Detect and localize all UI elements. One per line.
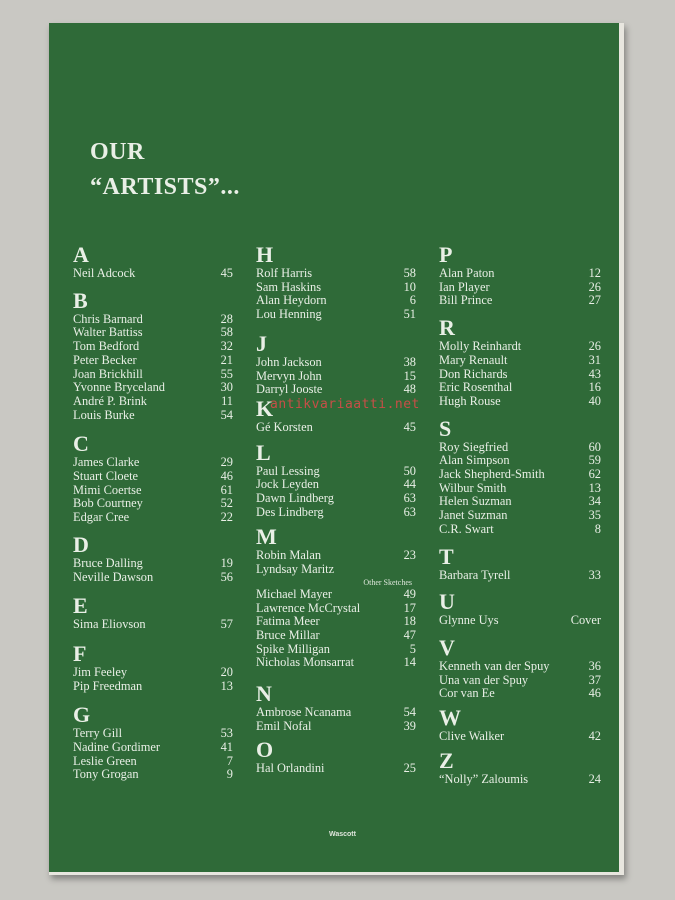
index-entry xyxy=(439,523,601,537)
artist-name: Leslie Green xyxy=(73,753,137,768)
artist-name: Edgar Cree xyxy=(73,510,130,525)
index-entry xyxy=(439,368,601,382)
section-letter: B xyxy=(73,287,88,313)
page-number: 56 xyxy=(220,569,233,584)
page-number: 10 xyxy=(403,279,416,294)
index-entry xyxy=(439,482,601,496)
artist-name: Nicholas Monsarrat xyxy=(256,655,355,670)
artist-name: Janet Suzman xyxy=(439,508,508,523)
letter-section-p xyxy=(439,243,601,308)
artist-name: Bob Courtney xyxy=(73,496,143,511)
page-number: 40 xyxy=(588,393,601,408)
artist-name: “Nolly” Zaloumis xyxy=(439,771,529,786)
page-number: 25 xyxy=(403,761,416,776)
section-letter: R xyxy=(439,315,455,341)
artist-name: Spike Milligan xyxy=(256,641,330,656)
index-entry xyxy=(73,354,233,368)
page-number: 57 xyxy=(220,617,233,632)
index-entry xyxy=(256,421,416,435)
page-number: 22 xyxy=(220,510,233,525)
index-entry xyxy=(439,441,601,455)
letter-section-f xyxy=(73,642,233,693)
artist-name: Bruce Dalling xyxy=(73,555,143,570)
section-letter: J xyxy=(256,330,267,356)
index-entry xyxy=(256,492,416,506)
index-entry xyxy=(256,549,416,563)
section-letter: A xyxy=(73,242,89,267)
artist-name: Alan Heydorn xyxy=(256,293,327,308)
index-entry xyxy=(439,614,601,628)
artist-name: Barbara Tyrell xyxy=(439,567,511,582)
index-entry xyxy=(256,267,416,281)
book-cover xyxy=(49,23,624,875)
page-number: 7 xyxy=(226,753,233,768)
letter-section-r xyxy=(439,316,601,409)
index-entry xyxy=(73,313,233,327)
index-entry xyxy=(73,368,233,382)
artist-name: Jack Shepherd-Smith xyxy=(439,467,545,482)
page-number: 54 xyxy=(220,407,233,422)
section-letter: S xyxy=(439,415,452,441)
index-entry xyxy=(73,470,233,484)
page-number: 16 xyxy=(588,380,601,395)
artist-name: Louis Burke xyxy=(73,407,135,422)
artist-name: Sam Haskins xyxy=(256,279,322,294)
letter-section-n xyxy=(256,682,416,733)
artist-name: Jock Leyden xyxy=(256,477,319,492)
artist-name: James Clarke xyxy=(73,455,140,470)
page-number: 45 xyxy=(220,266,233,280)
index-entry xyxy=(256,643,416,657)
letter-section-z xyxy=(439,749,601,787)
artist-name: Sima Eliovson xyxy=(73,617,146,632)
section-letter: N xyxy=(256,681,272,707)
index-entry xyxy=(73,456,233,470)
index-entry xyxy=(256,281,416,295)
index-entry xyxy=(73,727,233,741)
artist-name: Pip Freedman xyxy=(73,678,143,693)
artist-name: Wilbur Smith xyxy=(439,480,507,495)
page-number: 17 xyxy=(403,600,416,615)
page-number: 58 xyxy=(403,266,416,280)
artist-name: Stuart Cloete xyxy=(73,469,139,484)
artist-name: Don Richards xyxy=(439,366,508,381)
page-number: 42 xyxy=(588,729,601,744)
section-letter: L xyxy=(256,439,271,465)
artist-name: Jim Feeley xyxy=(73,664,128,679)
index-entry xyxy=(73,381,233,395)
index-entry xyxy=(73,571,233,585)
index-entry xyxy=(256,478,416,492)
index-entry xyxy=(256,762,416,776)
page-number: 62 xyxy=(588,467,601,482)
index-entry xyxy=(73,497,233,511)
index-entry xyxy=(439,468,601,482)
page-number: 18 xyxy=(403,614,416,629)
page-number: 37 xyxy=(588,672,601,687)
artist-name: Joan Brickhill xyxy=(73,366,143,381)
index-entry xyxy=(256,563,416,577)
index-entry xyxy=(439,730,601,744)
artist-name: Bruce Millar xyxy=(256,627,320,642)
page-number: 43 xyxy=(588,366,601,381)
letter-section-g xyxy=(73,703,233,782)
page-number: 36 xyxy=(588,658,601,673)
page-number: 63 xyxy=(403,491,416,506)
title-line-1: OUR xyxy=(90,139,145,165)
index-entry xyxy=(439,381,601,395)
section-letter: T xyxy=(439,543,454,569)
artist-name: Tony Grogan xyxy=(73,767,139,782)
artist-name: Paul Lessing xyxy=(256,463,320,478)
artist-name: André P. Brink xyxy=(73,393,147,408)
artist-name: Eric Rosenthal xyxy=(439,380,513,395)
section-letter: K xyxy=(256,395,274,421)
letter-section-h xyxy=(256,243,416,322)
index-entry xyxy=(439,395,601,409)
page-number: 63 xyxy=(403,504,416,519)
index-entry xyxy=(439,569,601,583)
page-number: 28 xyxy=(220,311,233,326)
artist-name: Helen Suzman xyxy=(439,494,512,509)
artist-name: Fatima Meer xyxy=(256,614,320,629)
section-note: Other Sketches xyxy=(363,577,412,587)
artist-name: Hugh Rouse xyxy=(439,393,501,408)
artist-name: C.R. Swart xyxy=(439,521,494,536)
section-letter: V xyxy=(439,634,455,660)
index-entry xyxy=(73,618,233,632)
artist-name: Gé Korsten xyxy=(256,419,313,434)
index-entry xyxy=(439,674,601,688)
page-number: 41 xyxy=(220,740,233,755)
page-number: 39 xyxy=(403,718,416,733)
artist-name: Rolf Harris xyxy=(256,266,313,280)
letter-section-e xyxy=(73,594,233,632)
page-number: 26 xyxy=(588,339,601,354)
page-number: 55 xyxy=(220,366,233,381)
artist-name: Tom Bedford xyxy=(73,339,140,354)
index-entry xyxy=(73,326,233,340)
index-entry xyxy=(439,281,601,295)
index-entry xyxy=(439,660,601,674)
section-letter: E xyxy=(73,593,88,619)
index-entry xyxy=(256,706,416,720)
artist-name: Molly Reinhardt xyxy=(439,339,522,354)
page-number: 32 xyxy=(220,339,233,354)
letter-section-a xyxy=(73,243,233,281)
page-number: 53 xyxy=(220,726,233,741)
page-number: 61 xyxy=(220,482,233,497)
artist-name: Bill Prince xyxy=(439,293,493,308)
artist-name: Robin Malan xyxy=(256,548,322,563)
section-letter: Z xyxy=(439,747,454,773)
page-number: 26 xyxy=(588,279,601,294)
artist-name: Alan Paton xyxy=(439,266,495,280)
index-entry xyxy=(73,680,233,694)
letter-section-v xyxy=(439,636,601,701)
section-letter: F xyxy=(73,640,87,666)
page-number: 8 xyxy=(594,521,601,536)
artist-name: Dawn Lindberg xyxy=(256,491,334,506)
index-column-2 xyxy=(256,243,416,776)
index-entry xyxy=(439,509,601,523)
section-letter: D xyxy=(73,531,89,557)
page-number: 46 xyxy=(220,469,233,484)
page-number: 58 xyxy=(220,325,233,340)
letter-section-t xyxy=(439,545,601,583)
index-entry xyxy=(73,267,233,281)
artist-name: Una van der Spuy xyxy=(439,672,529,687)
letter-section-b xyxy=(73,289,233,423)
letter-section-l xyxy=(256,441,416,520)
index-entry xyxy=(439,294,601,308)
index-entry xyxy=(256,629,416,643)
artist-name: Mervyn John xyxy=(256,368,322,383)
index-entry xyxy=(439,454,601,468)
index-column-1 xyxy=(73,243,233,782)
page-number: 50 xyxy=(403,463,416,478)
page-number: 27 xyxy=(588,293,601,308)
index-entry xyxy=(439,340,601,354)
index-entry xyxy=(256,383,416,397)
page-number: 13 xyxy=(220,678,233,693)
letter-section-m xyxy=(256,525,416,670)
letter-section-j xyxy=(256,332,416,397)
page-number: 48 xyxy=(403,382,416,397)
page-number: 60 xyxy=(588,439,601,454)
page-number: 47 xyxy=(403,627,416,642)
page-number: 59 xyxy=(588,453,601,468)
page-number: 9 xyxy=(226,767,233,782)
page-number: 54 xyxy=(403,705,416,720)
letter-section-c xyxy=(73,432,233,525)
artist-name: Peter Becker xyxy=(73,352,137,367)
index-entry xyxy=(256,356,416,370)
artist-name: Kenneth van der Spuy xyxy=(439,658,550,673)
page-number: 13 xyxy=(588,480,601,495)
artist-name: Clive Walker xyxy=(439,729,505,744)
page-number: 38 xyxy=(403,354,416,369)
artist-name: Lawrence McCrystal xyxy=(256,600,361,615)
index-entry xyxy=(73,340,233,354)
letter-section-o xyxy=(256,738,416,776)
artist-name: Mary Renault xyxy=(439,352,508,367)
index-entry xyxy=(256,370,416,384)
page-number: 35 xyxy=(588,508,601,523)
index-entry xyxy=(73,666,233,680)
watermark: antikvariaatti.net xyxy=(270,397,420,412)
page-number: 6 xyxy=(409,293,416,308)
index-entry xyxy=(439,495,601,509)
page-number: 21 xyxy=(220,352,233,367)
artist-signature: Wascott xyxy=(329,831,356,838)
page-number: 30 xyxy=(220,380,233,395)
index-entry xyxy=(73,511,233,525)
page-number: Cover xyxy=(570,613,601,628)
page-number: 49 xyxy=(403,586,416,601)
index-entry xyxy=(439,267,601,281)
section-letter: O xyxy=(256,737,274,763)
artist-name: Neville Dawson xyxy=(73,569,154,584)
artist-name: Chris Barnard xyxy=(73,311,143,326)
page-number: 12 xyxy=(588,266,601,280)
section-letter: C xyxy=(73,431,89,457)
artist-name: Hal Orlandini xyxy=(256,761,325,776)
index-entry xyxy=(256,602,416,616)
section-letter: U xyxy=(439,589,455,615)
page-number: 33 xyxy=(588,567,601,582)
index-entry xyxy=(256,615,416,629)
title-line-2: “ARTISTS”... xyxy=(90,174,240,200)
index-entry xyxy=(73,741,233,755)
artist-name: Glynne Uys xyxy=(439,613,499,628)
artist-name: Neil Adcock xyxy=(73,266,136,280)
letter-section-u xyxy=(439,590,601,628)
page-number: 52 xyxy=(220,496,233,511)
index-column-3 xyxy=(439,243,601,786)
artist-name: Alan Simpson xyxy=(439,453,510,468)
section-letter: W xyxy=(439,705,461,731)
index-entry xyxy=(256,656,416,670)
index-entry xyxy=(256,465,416,479)
section-letter: G xyxy=(73,702,91,728)
artist-name: Cor van Ee xyxy=(439,686,495,701)
page-number: 46 xyxy=(588,686,601,701)
page-number: 24 xyxy=(588,771,601,786)
index-entry xyxy=(73,768,233,782)
page-number: 15 xyxy=(403,368,416,383)
index-entry xyxy=(73,395,233,409)
artist-name: Mimi Coertse xyxy=(73,482,142,497)
page-number: 51 xyxy=(403,307,416,322)
index-entry xyxy=(256,308,416,322)
index-entry xyxy=(256,506,416,520)
index-entry xyxy=(439,687,601,701)
artist-name: Lou Henning xyxy=(256,307,322,322)
index-entry xyxy=(256,294,416,308)
page-number: 29 xyxy=(220,455,233,470)
artist-name: Des Lindberg xyxy=(256,504,324,519)
letter-section-s xyxy=(439,417,601,537)
artist-name: Walter Battiss xyxy=(73,325,143,340)
page-number: 31 xyxy=(588,352,601,367)
page-number: 5 xyxy=(409,641,416,656)
artist-name: Darryl Jooste xyxy=(256,382,323,397)
artist-name: Emil Nofal xyxy=(256,718,312,733)
page-number: 19 xyxy=(220,555,233,570)
page-number: 44 xyxy=(403,477,416,492)
artist-name: Terry Gill xyxy=(73,726,123,741)
section-letter: P xyxy=(439,242,453,267)
artist-name: John Jackson xyxy=(256,354,322,369)
page-number: 45 xyxy=(403,419,416,434)
letter-section-w xyxy=(439,706,601,744)
page-number: 14 xyxy=(403,655,416,670)
index-entry xyxy=(256,720,416,734)
index-entry xyxy=(73,484,233,498)
index-entry xyxy=(439,773,601,787)
page-number: 23 xyxy=(403,548,416,563)
page-number: 20 xyxy=(220,664,233,679)
letter-section-d xyxy=(73,533,233,584)
page-number: 11 xyxy=(221,393,233,408)
index-entry xyxy=(73,557,233,571)
artist-name: Ambrose Ncanama xyxy=(256,705,352,720)
section-letter: H xyxy=(256,242,274,267)
index-entry xyxy=(73,409,233,423)
index-entry xyxy=(73,755,233,769)
artist-name: Lyndsay Maritz xyxy=(256,562,335,577)
artist-name: Ian Player xyxy=(439,279,490,294)
artist-name: Nadine Gordimer xyxy=(73,740,161,755)
page-number: 34 xyxy=(588,494,601,509)
index-entry xyxy=(439,354,601,368)
index-entry xyxy=(256,588,416,602)
artist-name: Michael Mayer xyxy=(256,586,333,601)
artist-name: Yvonne Bryceland xyxy=(73,380,166,395)
artist-name: Roy Siegfried xyxy=(439,439,509,454)
section-letter: M xyxy=(256,524,277,550)
